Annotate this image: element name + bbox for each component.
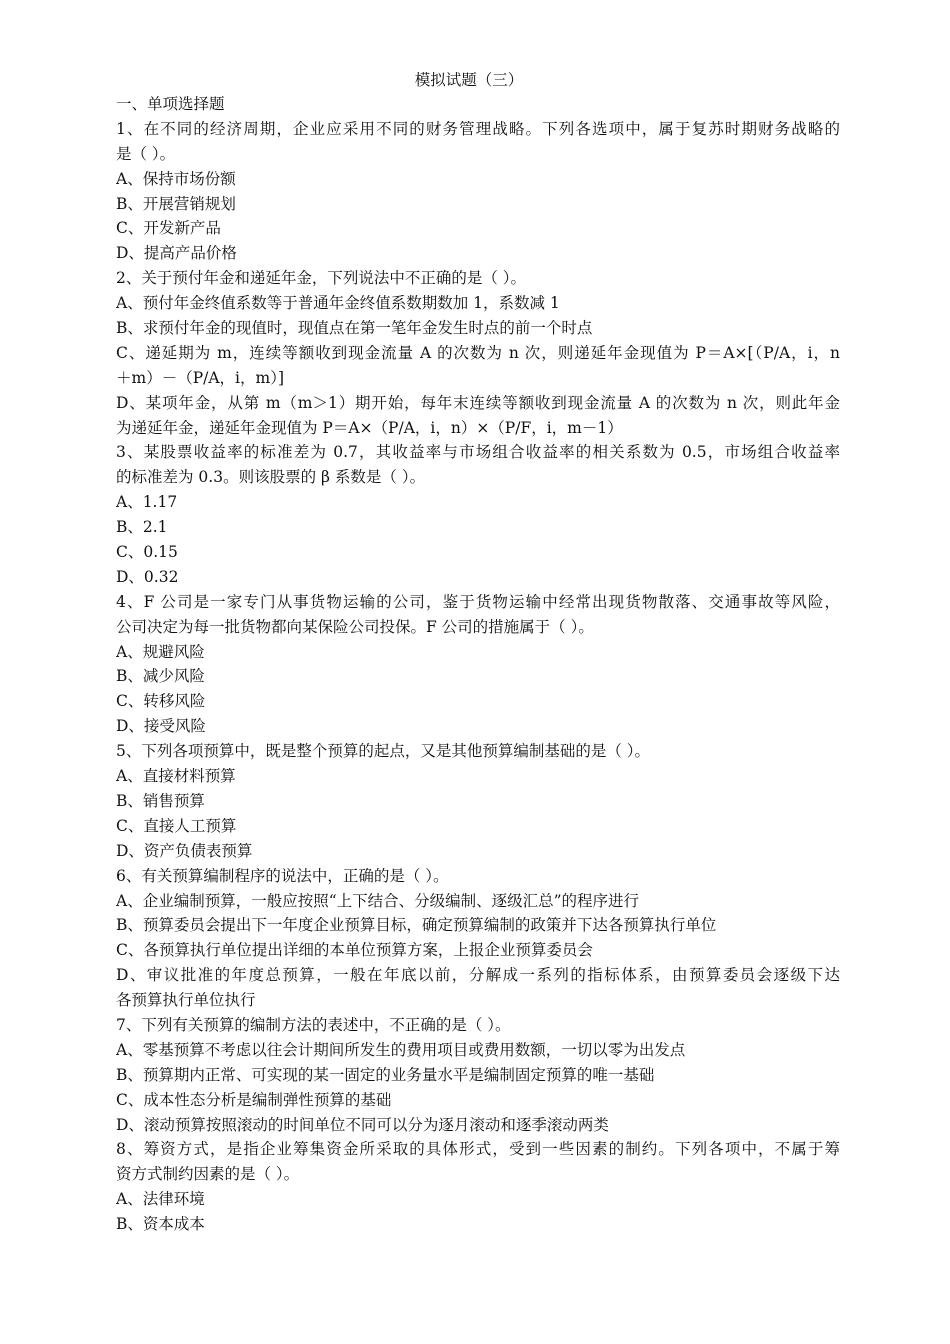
text-line: 8、筹资方式，是指企业筹集资金所采取的具体形式，受到一些因素的制约。下列各项中，不属于筹 <box>116 1140 840 1159</box>
text-line: D、某项年金，从第 m（m＞1）期开始，每年末连续等额收到现金流量 A 的次数为 n 次，则此年金 <box>116 393 840 412</box>
text-line: 是（ ）。 <box>116 144 176 163</box>
text-line: 2、关于预付年金和递延年金，下列说法中不正确的是（ ）。 <box>116 269 527 288</box>
text-line: A、法律环境 <box>116 1190 205 1209</box>
text-line: C、递延期为 m，连续等额收到现金流量 A 的次数为 n 次，则递延年金现值为 P＝A×[（P/A，i，n <box>116 343 840 362</box>
text-line: 1、在不同的经济周期，企业应采用不同的财务管理战略。下列各选项中，属于复苏时期财务战略的 <box>116 119 840 138</box>
text-line: B、预算期内正常、可实现的某一固定的业务量水平是编制固定预算的唯一基础 <box>116 1065 655 1084</box>
text-line: C、成本性态分析是编制弹性预算的基础 <box>116 1090 392 1109</box>
text-line: C、各预算执行单位提出详细的本单位预算方案，上报企业预算委员会 <box>116 941 593 960</box>
text-line: B、预算委员会提出下一年度企业预算目标，确定预算编制的政策并下达各预算执行单位 <box>116 916 717 935</box>
text-line: A、企业编制预算，一般应按照“上下结合、分级编制、逐级汇总”的程序进行 <box>116 891 640 910</box>
section-heading: 一、单项选择题 <box>116 95 225 113</box>
text-line: D、提高产品价格 <box>116 244 237 263</box>
text-line: D、资产负债表预算 <box>116 841 253 860</box>
text-line: ＋m）－（P/A，i，m）] <box>116 368 284 387</box>
text-line: A、规避风险 <box>116 642 205 661</box>
text-line: B、资本成本 <box>116 1215 205 1234</box>
text-line: B、开展营销规划 <box>116 194 236 213</box>
text-line: D、滚动预算按照滚动的时间单位不同可以分为逐月滚动和逐季滚动两类 <box>116 1115 609 1134</box>
text-line: D、0.32 <box>116 567 179 586</box>
text-line: D、接受风险 <box>116 717 206 736</box>
text-line: 6、有关预算编制程序的说法中，正确的是（ ）。 <box>116 866 449 885</box>
text-line: A、预付年金终值系数等于普通年金终值系数期数加 1，系数减 1 <box>116 294 560 313</box>
text-line: B、求预付年金的现值时，现值点在第一笔年金发生时点的前一个时点 <box>116 319 593 338</box>
text-line: A、直接材料预算 <box>116 767 236 786</box>
text-line: 5、下列各项预算中，既是整个预算的起点，又是其他预算编制基础的是（ ）。 <box>116 742 651 761</box>
text-line: C、开发新产品 <box>116 219 221 238</box>
text-line: D、审议批准的年度总预算，一般在年底以前，分解成一系列的指标体系，由预算委员会逐级下达 <box>116 966 840 985</box>
text-line: 3、某股票收益率的标准差为 0.7，其收益率与市场组合收益率的相关系数为 0.5，市场组合收益率 <box>116 443 840 462</box>
page-title: 模拟试题（三） <box>414 71 524 89</box>
text-line: C、转移风险 <box>116 692 206 711</box>
text-line: 资方式制约因素的是（ ）。 <box>116 1165 300 1184</box>
text-line: C、直接人工预算 <box>116 816 237 835</box>
text-line: 7、下列有关预算的编制方法的表述中，不正确的是（ ）。 <box>116 1015 511 1034</box>
document-body <box>116 92 840 1237</box>
text-line: B、2.1 <box>116 518 168 537</box>
text-line: C、0.15 <box>116 543 178 562</box>
text-line: 4、F 公司是一家专门从事货物运输的公司，鉴于货物运输中经常出现货物散落、交通事故等风险， <box>116 592 840 611</box>
text-line: 公司决定为每一批货物都向某保险公司投保。F 公司的措施属于（ ）。 <box>116 617 594 636</box>
text-line: 各预算执行单位执行 <box>116 991 256 1010</box>
text-line: A、零基预算不考虑以往会计期间所发生的费用项目或费用数额，一切以零为出发点 <box>116 1040 686 1059</box>
text-line: 为递延年金，递延年金现值为 P＝A×（P/A，i，n）×（P/F，i，m－1） <box>116 418 623 437</box>
text-line: 的标准差为 0.3。则该股票的 β 系数是（ ）。 <box>116 468 426 487</box>
text-line: B、减少风险 <box>116 667 205 686</box>
text-line: A、保持市场份额 <box>116 169 236 188</box>
text-line: A、1.17 <box>116 493 178 512</box>
text-line: B、销售预算 <box>116 791 205 810</box>
